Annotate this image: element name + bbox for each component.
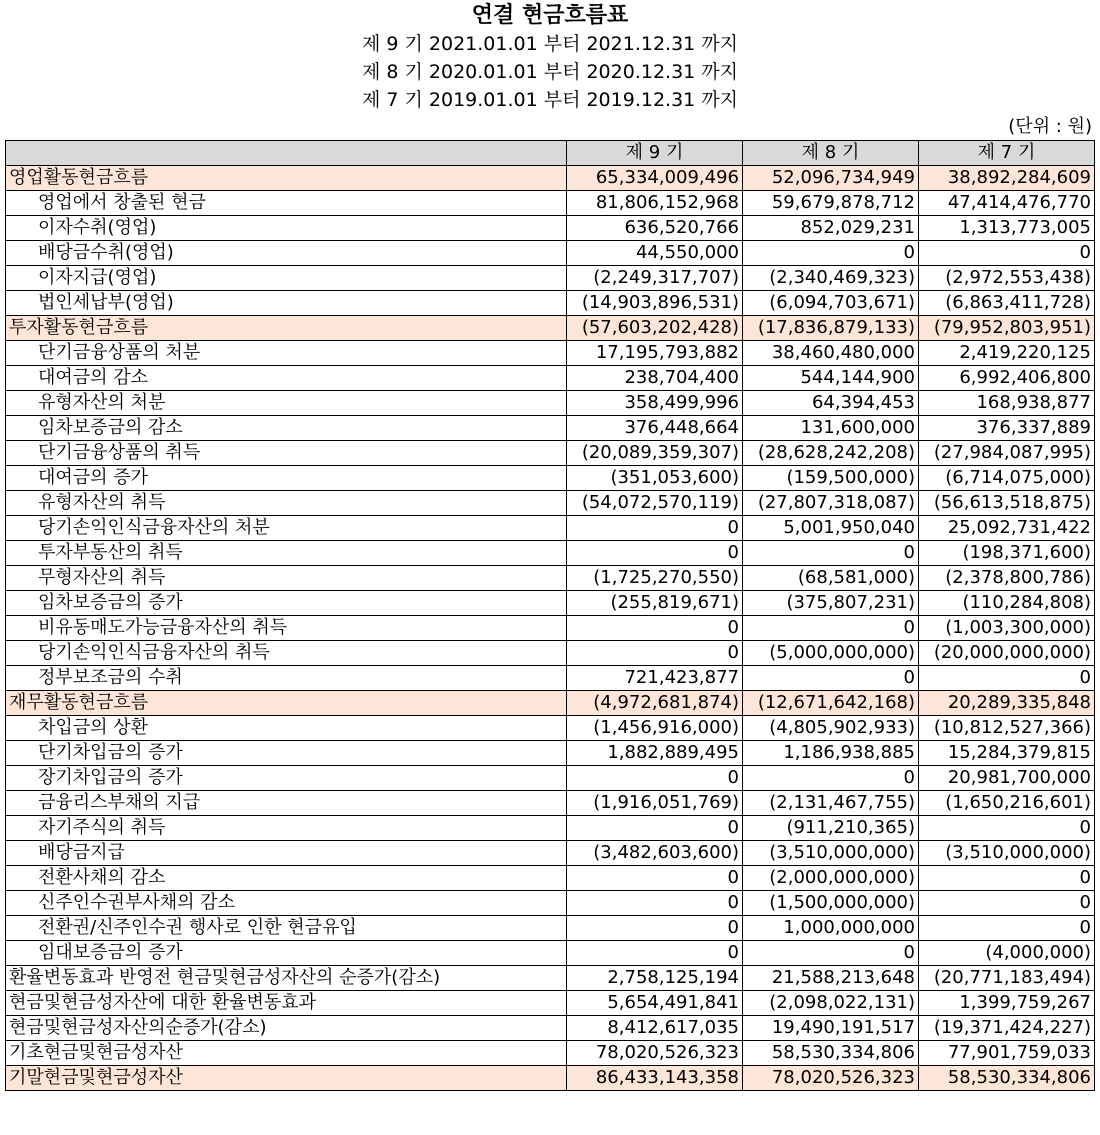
table-row xyxy=(6,816,1095,841)
value-period-7: 0 xyxy=(919,866,1095,891)
value-period-9: (1,456,916,000) xyxy=(567,716,743,741)
table-row xyxy=(6,516,1095,541)
value-period-9: (14,903,896,531) xyxy=(567,291,743,316)
value-period-7: (19,371,424,227) xyxy=(919,1016,1095,1041)
table-row xyxy=(6,866,1095,891)
period-line-8: 제 8 기 2020.01.01 부터 2020.12.31 까지 xyxy=(361,61,739,83)
table-row xyxy=(6,616,1095,641)
value-period-8: (375,807,231) xyxy=(743,591,919,616)
value-period-7: (6,863,411,728) xyxy=(919,291,1095,316)
value-period-8: (2,000,000,000) xyxy=(743,866,919,891)
row-label: 장기차입금의 증가 xyxy=(6,766,567,791)
value-period-8: 131,600,000 xyxy=(743,416,919,441)
value-period-8: (27,807,318,087) xyxy=(743,491,919,516)
value-period-9: (3,482,603,600) xyxy=(567,841,743,866)
row-label: 전환사채의 감소 xyxy=(6,866,567,891)
header-row xyxy=(6,141,1095,166)
value-period-7: 6,992,406,800 xyxy=(919,366,1095,391)
value-period-7: (198,371,600) xyxy=(919,541,1095,566)
value-period-9: 78,020,526,323 xyxy=(567,1041,743,1066)
table-row xyxy=(6,216,1095,241)
table-row xyxy=(6,666,1095,691)
value-period-8: (911,210,365) xyxy=(743,816,919,841)
row-label: 당기손익인식금융자산의 처분 xyxy=(6,516,567,541)
table-row xyxy=(6,291,1095,316)
row-label: 단기금융상품의 처분 xyxy=(6,341,567,366)
value-period-8: (12,671,642,168) xyxy=(743,691,919,716)
value-period-9: 86,433,143,358 xyxy=(567,1066,743,1091)
table-row xyxy=(6,766,1095,791)
value-period-7: 0 xyxy=(919,891,1095,916)
row-label: 배당금수취(영업) xyxy=(6,241,567,266)
value-period-8: 0 xyxy=(743,241,919,266)
row-label: 배당금지급 xyxy=(6,841,567,866)
value-period-7: (110,284,808) xyxy=(919,591,1095,616)
value-period-7: (79,952,803,951) xyxy=(919,316,1095,341)
row-label: 법인세납부(영업) xyxy=(6,291,567,316)
value-period-9: 0 xyxy=(567,816,743,841)
value-period-8: 0 xyxy=(743,766,919,791)
table-row xyxy=(6,166,1095,191)
table-row xyxy=(6,316,1095,341)
value-period-8: (5,000,000,000) xyxy=(743,641,919,666)
table-row xyxy=(6,366,1095,391)
value-period-8: (68,581,000) xyxy=(743,566,919,591)
value-period-9: 0 xyxy=(567,641,743,666)
value-period-7: 376,337,889 xyxy=(919,416,1095,441)
row-label: 재무활동현금흐름 xyxy=(6,691,567,716)
value-period-8: (17,836,879,133) xyxy=(743,316,919,341)
value-period-8: 0 xyxy=(743,941,919,966)
value-period-8: 19,490,191,517 xyxy=(743,1016,919,1041)
value-period-9: 0 xyxy=(567,916,743,941)
table-row xyxy=(6,341,1095,366)
value-period-9: 2,758,125,194 xyxy=(567,966,743,991)
table-row xyxy=(6,691,1095,716)
row-label: 기말현금및현금성자산 xyxy=(6,1066,567,1091)
row-label: 현금및현금성자산의순증가(감소) xyxy=(6,1016,567,1041)
value-period-8: (2,340,469,323) xyxy=(743,266,919,291)
value-period-9: 81,806,152,968 xyxy=(567,191,743,216)
value-period-8: 0 xyxy=(743,616,919,641)
value-period-7: 47,414,476,770 xyxy=(919,191,1095,216)
value-period-7: 0 xyxy=(919,241,1095,266)
value-period-8: (1,500,000,000) xyxy=(743,891,919,916)
value-period-8: 64,394,453 xyxy=(743,391,919,416)
header-period-7: 제 7 기 xyxy=(919,141,1095,166)
table-row xyxy=(6,191,1095,216)
row-label: 임차보증금의 감소 xyxy=(6,416,567,441)
value-period-8: 58,530,334,806 xyxy=(743,1041,919,1066)
value-period-7: (27,984,087,995) xyxy=(919,441,1095,466)
period-line-7: 제 7 기 2019.01.01 부터 2019.12.31 까지 xyxy=(361,89,739,111)
row-label: 비유동매도가능금융자산의 취득 xyxy=(6,616,567,641)
value-period-9: (1,725,270,550) xyxy=(567,566,743,591)
value-period-8: (28,628,242,208) xyxy=(743,441,919,466)
header-period-9: 제 9 기 xyxy=(567,141,743,166)
row-label: 기초현금및현금성자산 xyxy=(6,1041,567,1066)
value-period-9: 0 xyxy=(567,866,743,891)
value-period-7: 168,938,877 xyxy=(919,391,1095,416)
value-period-7: (10,812,527,366) xyxy=(919,716,1095,741)
table-row xyxy=(6,1016,1095,1041)
table-row xyxy=(6,1041,1095,1066)
value-period-7: 77,901,759,033 xyxy=(919,1041,1095,1066)
value-period-9: 1,882,889,495 xyxy=(567,741,743,766)
value-period-7: 1,313,773,005 xyxy=(919,216,1095,241)
value-period-7: (3,510,000,000) xyxy=(919,841,1095,866)
table-row xyxy=(6,841,1095,866)
value-period-8: 0 xyxy=(743,541,919,566)
value-period-9: (351,053,600) xyxy=(567,466,743,491)
table-row xyxy=(6,391,1095,416)
value-period-7: 25,092,731,422 xyxy=(919,516,1095,541)
table-row xyxy=(6,916,1095,941)
table-row xyxy=(6,441,1095,466)
row-label: 단기금융상품의 취득 xyxy=(6,441,567,466)
value-period-7: (2,378,800,786) xyxy=(919,566,1095,591)
table-row xyxy=(6,991,1095,1016)
table-row xyxy=(6,541,1095,566)
value-period-9: 8,412,617,035 xyxy=(567,1016,743,1041)
value-period-9: (255,819,671) xyxy=(567,591,743,616)
value-period-9: 0 xyxy=(567,891,743,916)
row-label: 대여금의 증가 xyxy=(6,466,567,491)
value-period-7: 0 xyxy=(919,916,1095,941)
value-period-7: 0 xyxy=(919,666,1095,691)
cash-flow-table xyxy=(5,140,1095,1091)
value-period-9: (57,603,202,428) xyxy=(567,316,743,341)
value-period-7: (20,000,000,000) xyxy=(919,641,1095,666)
row-label: 영업에서 창출된 현금 xyxy=(6,191,567,216)
value-period-9: 0 xyxy=(567,766,743,791)
value-period-8: 1,186,938,885 xyxy=(743,741,919,766)
value-period-7: 38,892,284,609 xyxy=(919,166,1095,191)
row-label: 영업활동현금흐름 xyxy=(6,166,567,191)
value-period-7: 0 xyxy=(919,816,1095,841)
row-label: 무형자산의 취득 xyxy=(6,566,567,591)
value-period-9: 17,195,793,882 xyxy=(567,341,743,366)
value-period-8: 0 xyxy=(743,666,919,691)
value-period-9: 0 xyxy=(567,616,743,641)
value-period-8: 59,679,878,712 xyxy=(743,191,919,216)
value-period-8: (6,094,703,671) xyxy=(743,291,919,316)
value-period-8: 21,588,213,648 xyxy=(743,966,919,991)
value-period-7: (56,613,518,875) xyxy=(919,491,1095,516)
value-period-8: (3,510,000,000) xyxy=(743,841,919,866)
value-period-9: 0 xyxy=(567,541,743,566)
value-period-8: 1,000,000,000 xyxy=(743,916,919,941)
value-period-8: (2,131,467,755) xyxy=(743,791,919,816)
header-account xyxy=(6,141,567,166)
table-row xyxy=(6,891,1095,916)
value-period-8: (159,500,000) xyxy=(743,466,919,491)
statement-title: 연결 현금흐름표 xyxy=(471,3,629,28)
value-period-9: (20,089,359,307) xyxy=(567,441,743,466)
row-label: 전환권/신주인수권 행사로 인한 현금유입 xyxy=(6,916,567,941)
header-period-8: 제 8 기 xyxy=(743,141,919,166)
row-label: 임대보증금의 증가 xyxy=(6,941,567,966)
row-label: 신주인수권부사채의 감소 xyxy=(6,891,567,916)
table-row xyxy=(6,641,1095,666)
period-line-9: 제 9 기 2021.01.01 부터 2021.12.31 까지 xyxy=(361,33,739,55)
value-period-9: 238,704,400 xyxy=(567,366,743,391)
value-period-8: 52,096,734,949 xyxy=(743,166,919,191)
value-period-7: (4,000,000) xyxy=(919,941,1095,966)
value-period-9: 44,550,000 xyxy=(567,241,743,266)
value-period-7: (1,650,216,601) xyxy=(919,791,1095,816)
value-period-7: 20,289,335,848 xyxy=(919,691,1095,716)
value-period-8: 38,460,480,000 xyxy=(743,341,919,366)
row-label: 금융리스부채의 지급 xyxy=(6,791,567,816)
value-period-9: 376,448,664 xyxy=(567,416,743,441)
table-row xyxy=(6,791,1095,816)
row-label: 차입금의 상환 xyxy=(6,716,567,741)
value-period-9: (4,972,681,874) xyxy=(567,691,743,716)
row-label: 현금및현금성자산에 대한 환율변동효과 xyxy=(6,991,567,1016)
value-period-8: (4,805,902,933) xyxy=(743,716,919,741)
value-period-8: 852,029,231 xyxy=(743,216,919,241)
table-row xyxy=(6,941,1095,966)
value-period-8: 78,020,526,323 xyxy=(743,1066,919,1091)
table-row xyxy=(6,716,1095,741)
table-row xyxy=(6,966,1095,991)
row-label: 단기차입금의 증가 xyxy=(6,741,567,766)
row-label: 이자지급(영업) xyxy=(6,266,567,291)
value-period-9: 5,654,491,841 xyxy=(567,991,743,1016)
value-period-8: 544,144,900 xyxy=(743,366,919,391)
value-period-9: (54,072,570,119) xyxy=(567,491,743,516)
row-label: 당기손익인식금융자산의 취득 xyxy=(6,641,567,666)
table-row xyxy=(6,741,1095,766)
value-period-7: 1,399,759,267 xyxy=(919,991,1095,1016)
value-period-7: (6,714,075,000) xyxy=(919,466,1095,491)
value-period-9: 721,423,877 xyxy=(567,666,743,691)
value-period-7: 15,284,379,815 xyxy=(919,741,1095,766)
table-row xyxy=(6,466,1095,491)
value-period-8: 5,001,950,040 xyxy=(743,516,919,541)
table-row xyxy=(6,591,1095,616)
table-row xyxy=(6,266,1095,291)
table-body xyxy=(6,166,1095,1091)
value-period-7: 2,419,220,125 xyxy=(919,341,1095,366)
row-label: 임차보증금의 증가 xyxy=(6,591,567,616)
value-period-9: 358,499,996 xyxy=(567,391,743,416)
row-label: 환율변동효과 반영전 현금및현금성자산의 순증가(감소) xyxy=(6,966,567,991)
row-label: 유형자산의 취득 xyxy=(6,491,567,516)
row-label: 유형자산의 처분 xyxy=(6,391,567,416)
value-period-7: 20,981,700,000 xyxy=(919,766,1095,791)
value-period-9: (2,249,317,707) xyxy=(567,266,743,291)
table-row xyxy=(6,241,1095,266)
table-row xyxy=(6,566,1095,591)
row-label: 투자부동산의 취득 xyxy=(6,541,567,566)
row-label: 자기주식의 취득 xyxy=(6,816,567,841)
row-label: 투자활동현금흐름 xyxy=(6,316,567,341)
row-label: 이자수취(영업) xyxy=(6,216,567,241)
row-label: 정부보조금의 수취 xyxy=(6,666,567,691)
value-period-7: (2,972,553,438) xyxy=(919,266,1095,291)
row-label: 대여금의 감소 xyxy=(6,366,567,391)
table-row xyxy=(6,491,1095,516)
table-row xyxy=(6,416,1095,441)
value-period-7: (1,003,300,000) xyxy=(919,616,1095,641)
value-period-7: 58,530,334,806 xyxy=(919,1066,1095,1091)
value-period-8: (2,098,022,131) xyxy=(743,991,919,1016)
value-period-9: 65,334,009,496 xyxy=(567,166,743,191)
table-row xyxy=(6,1066,1095,1091)
value-period-9: 636,520,766 xyxy=(567,216,743,241)
value-period-9: 0 xyxy=(567,941,743,966)
value-period-7: (20,771,183,494) xyxy=(919,966,1095,991)
unit-label: (단위 : 원) xyxy=(1008,116,1092,137)
value-period-9: 0 xyxy=(567,516,743,541)
value-period-9: (1,916,051,769) xyxy=(567,791,743,816)
